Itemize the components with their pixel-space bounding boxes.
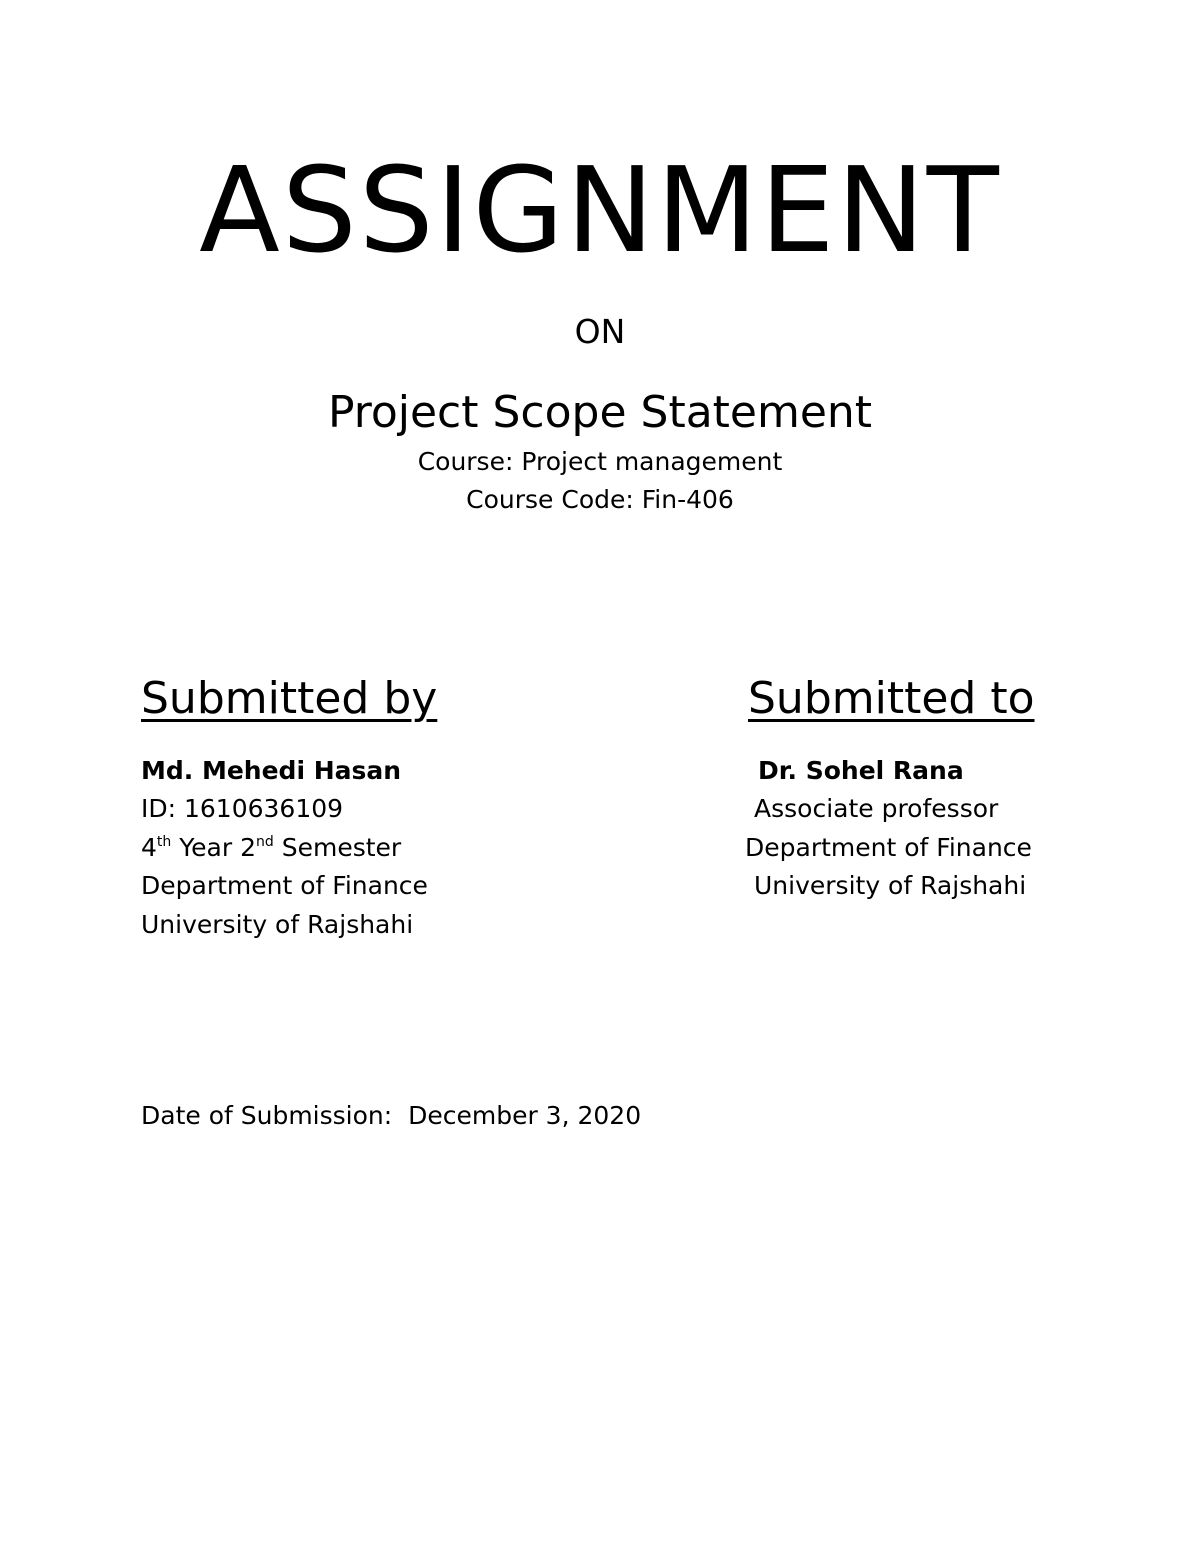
student-university: University of Rajshahi (141, 910, 414, 939)
teacher-university: University of Rajshahi (754, 871, 1027, 900)
teacher-department: Department of Finance (745, 833, 1032, 862)
submission-date (141, 1100, 641, 1132)
year-number: 4 (141, 833, 157, 862)
date-value: December 3, 2020 (408, 1101, 642, 1130)
assignment-title: ASSIGNMENT (199, 141, 1001, 279)
on-label: ON (574, 312, 626, 351)
date-label: Date of Submission: (141, 1101, 393, 1130)
student-id: ID: 1610636109 (141, 794, 344, 823)
student-year-semester (141, 832, 401, 864)
teacher-name: Dr. Sohel Rana (758, 756, 964, 785)
teacher-designation: Associate professor (754, 794, 999, 823)
student-department: Department of Finance (141, 871, 428, 900)
submitted-by-heading: Submitted by (141, 673, 438, 724)
assignment-subject: Project Scope Statement (327, 387, 873, 438)
semester-text: Semester (273, 833, 402, 862)
semester-suffix: nd (256, 834, 274, 850)
course-name: Course: Project management (417, 447, 783, 476)
student-name: Md. Mehedi Hasan (141, 756, 402, 785)
year-text: Year 2 (171, 833, 257, 862)
submitted-to-heading: Submitted to (748, 673, 1035, 724)
course-code: Course Code: Fin-406 (466, 485, 734, 514)
year-suffix: th (156, 834, 172, 850)
